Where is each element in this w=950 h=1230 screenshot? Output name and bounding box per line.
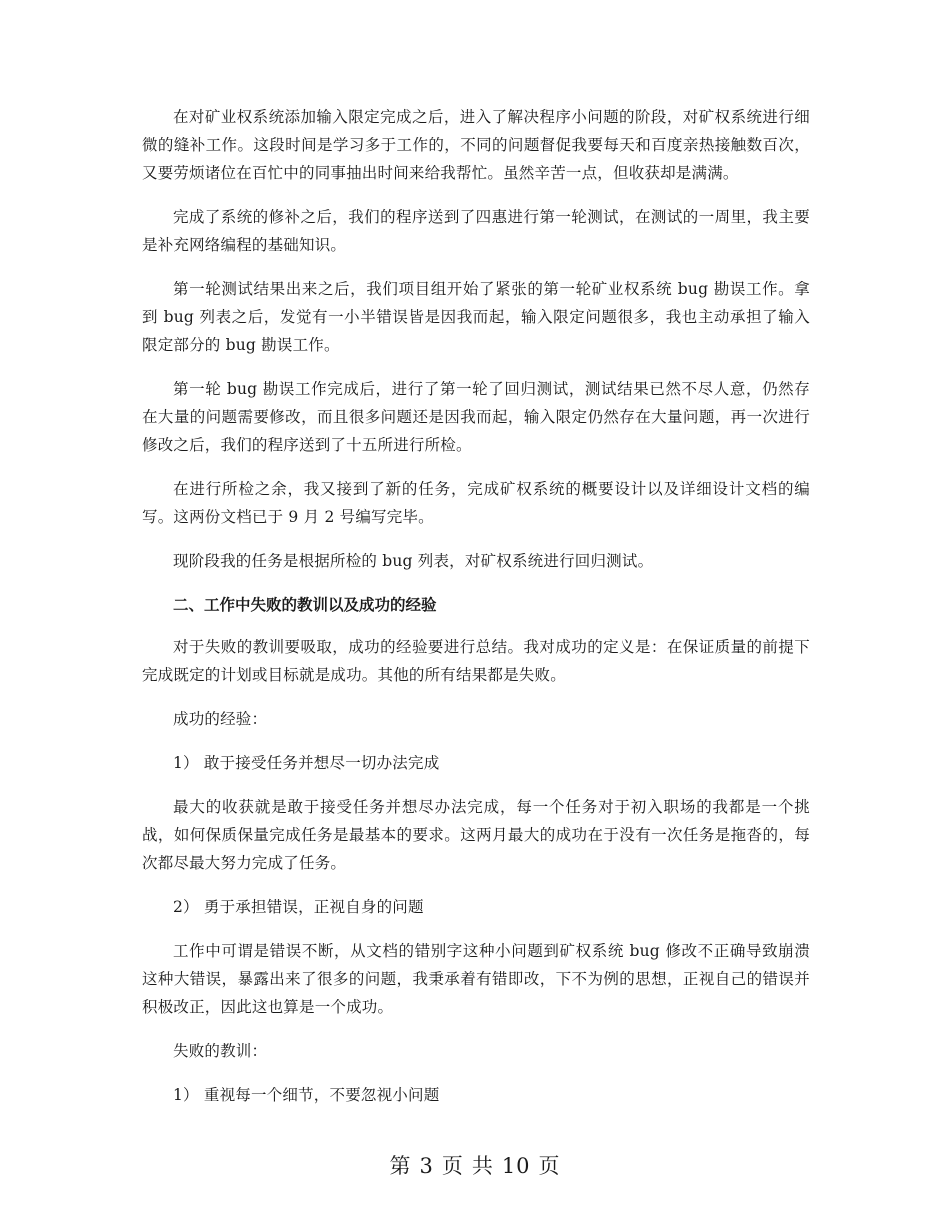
paragraph: 工作中可谓是错误不断，从文档的错别字这种小问题到矿权系统 bug 修改不正确导致崩溃这种大错误，暴露出来了很多的问题，我秉承着有错即改，下不为例的思想，正视自己的错误并积极改正，因此这也算是一个成功。 (142, 942, 810, 1016)
paragraph: 对于失败的教训要吸取，成功的经验要进行总结。我对成功的定义是：在保证质量的前提下完成既定的计划或目标就是成功。其他的所有结果都是失败。 (142, 638, 810, 684)
section-heading: 二、工作中失败的教训以及成功的经验 (173, 595, 437, 614)
document-body (142, 103, 810, 1109)
paragraph: 在对矿业权系统添加输入限定完成之后，进入了解决程序小问题的阶段，对矿权系统进行细微的缝补工作。这段时间是学习多于工作的，不同的问题督促我要每天和百度亲热接触数百次，又要劳烦诸位在百忙中的同事抽出时间来给我帮忙。虽然辛苦一点，但收获却是满满。 (142, 108, 810, 182)
paragraph: 最大的收获就是敢于接受任务并想尽办法完成，每一个任务对于初入职场的我都是一个挑战，如何保质保量完成任务是最基本的要求。这两月最大的成功在于没有一次任务是拖沓的，每次都尽最大努力完成了任务。 (142, 798, 810, 872)
paragraph: 第一轮测试结果出来之后，我们项目组开始了紧张的第一轮矿业权系统 bug 勘误工作。拿到 bug 列表之后，发觉有一小半错误皆是因我而起，输入限定问题很多，我也主动承担了输入限定部分的 bug 勘误工作。 (142, 280, 810, 354)
subsection-label: 失败的教训： (173, 1042, 268, 1060)
paragraph: 第一轮 bug 勘误工作完成后，进行了第一轮了回归测试，测试结果已然不尽人意，仍然存在大量的问题需要修改，而且很多问题还是因我而起，输入限定仍然存在大量问题，再一次进行修改之后，我们的程序送到了十五所进行所检。 (142, 380, 810, 454)
paragraph: 完成了系统的修补之后，我们的程序送到了四惠进行第一轮测试，在测试的一周里，我主要是补充网络编程的基础知识。 (142, 208, 810, 254)
current-page-number: 3 (419, 1154, 434, 1178)
subsection-label: 成功的经验： (173, 710, 268, 728)
paragraph: 在进行所检之余，我又接到了新的任务，完成矿权系统的概要设计以及详细设计文档的编写。这两份文档已于 9 月 2 号编写完毕。 (142, 480, 810, 526)
paragraph: 现阶段我的任务是根据所检的 bug 列表，对矿权系统进行回归测试。 (173, 552, 654, 570)
list-item-title: 1） 敢于接受任务并想尽一切办法完成 (173, 754, 440, 772)
total-label: 共 (471, 1154, 494, 1178)
page-label-prefix: 第 (389, 1154, 412, 1178)
page-label-suffix: 页 (538, 1154, 561, 1178)
page-label-mid: 页 (441, 1154, 464, 1178)
list-item-title: 1） 重视每一个细节，不要忽视小问题 (173, 1086, 440, 1104)
page-footer (0, 1150, 950, 1180)
list-item-title: 2） 勇于承担错误，正视自身的问题 (173, 898, 424, 916)
total-pages-number: 10 (501, 1154, 531, 1178)
